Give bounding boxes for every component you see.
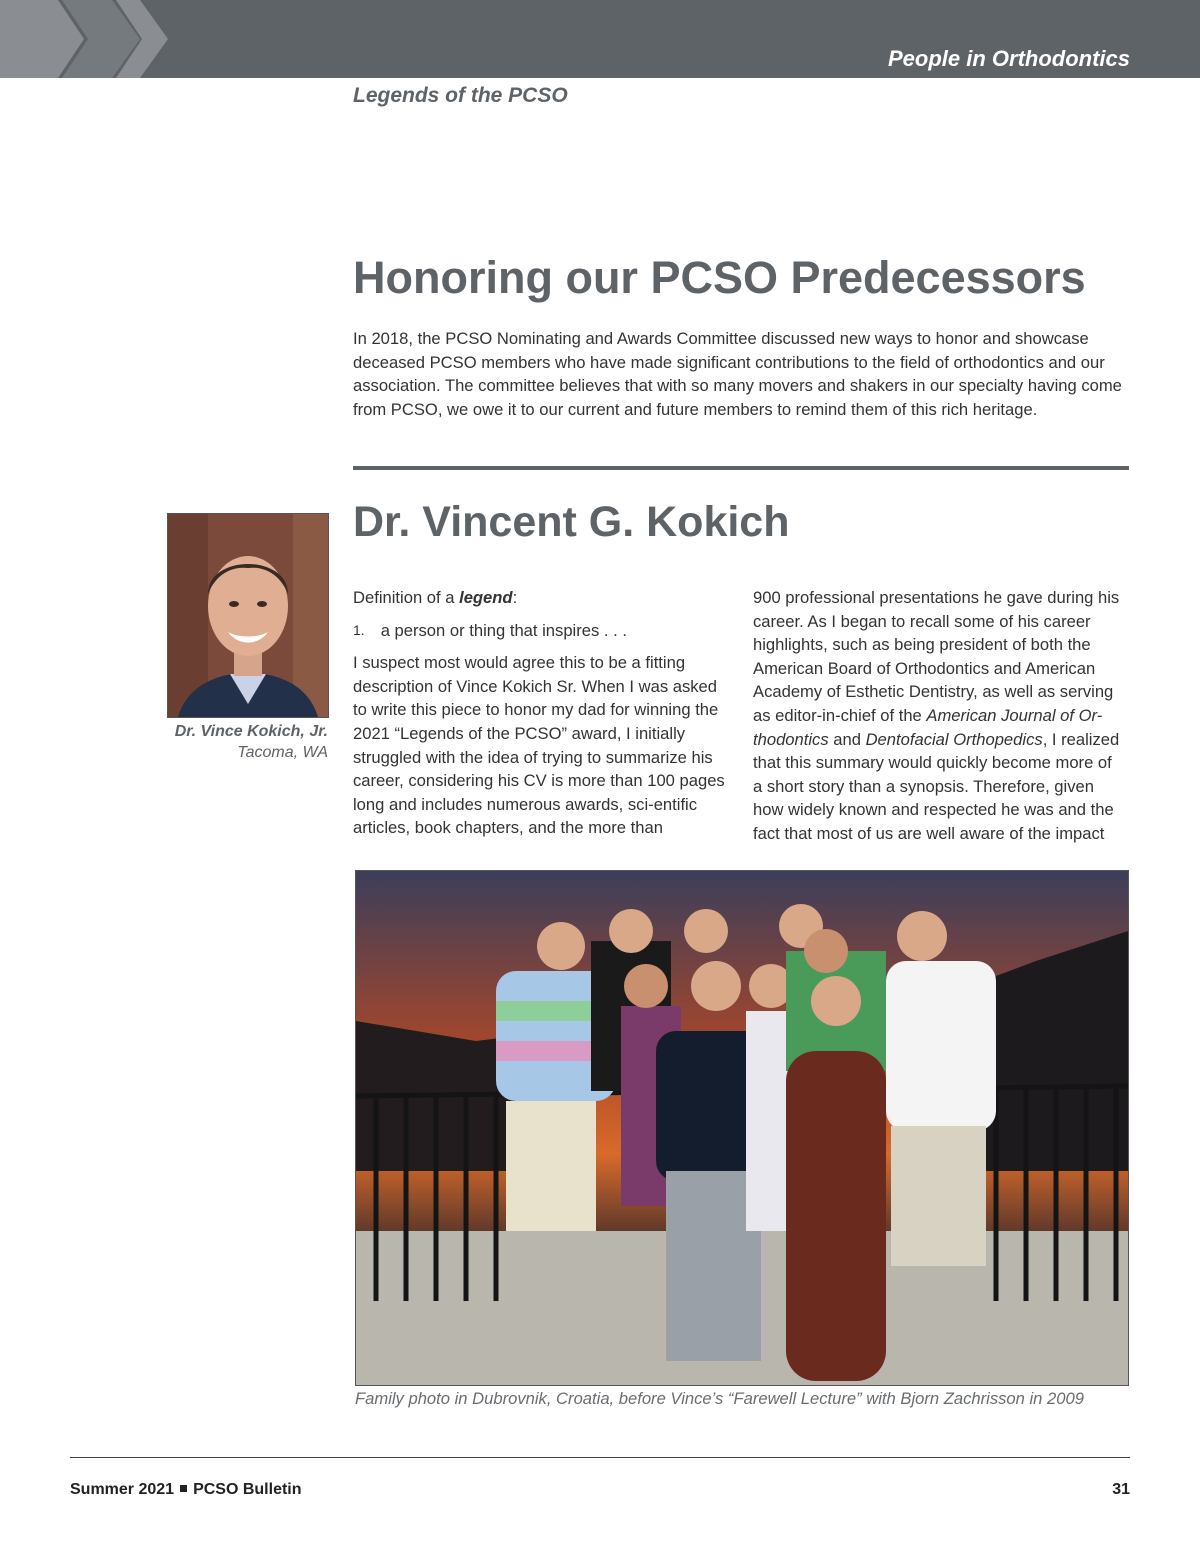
footer-publication: PCSO Bulletin — [193, 1481, 302, 1498]
square-bullet-icon — [180, 1485, 187, 1492]
section-label: People in Orthodontics — [887, 46, 1130, 71]
column-2-paragraph — [753, 586, 1125, 846]
author-portrait — [167, 513, 329, 718]
article-intro: In 2018, the PCSO Nominating and Awards Committee discussed new ways to honor and showcase deceased PCSO members who have made significant contributions to the field of orthodontics and our association. The committee believes that with so many movers and shakers in our specialty having come from PCSO, we owe it to our current and future members to remind them of this rich heritage. — [353, 329, 1122, 419]
column-1-paragraph: I suspect most would agree this to be a fitting description of Vince Kokich Sr. When I was asked to write this piece to honor my dad for winning the 2021 “Legends of the PCSO” award, I initially struggled with the idea of trying to summarize his career, considering his CV is more than 100 pages long and includes numerous awards, sci-entific articles, book chapters, and the more than — [353, 653, 725, 838]
definition-suffix: : — [512, 588, 518, 607]
header-bar — [0, 0, 1200, 78]
photo-caption: Family photo in Dubrovnik, Croatia, before Vince’s “Farewell Lecture” with Bjorn Zachrisson in 2009 — [355, 1389, 1084, 1408]
column-2-text-a: 900 professional presentations he gave during his career. As I began to recall some of his career highlights, such as being president of both the American Board of Orthodontics and American Academy of Esthetic Dentistry, as well as serving as editor-in-chief of the — [753, 588, 1120, 725]
list-text: a person or thing that inspires . . . — [380, 620, 627, 640]
footer-divider — [70, 1457, 1130, 1458]
column-2-text-b: , I realized that this summary would quickly become more of a short story than a synopsis. Therefore, given how widely known and respected he was and the fact that most of us are well aware of the impact — [753, 729, 1120, 843]
definition-line — [353, 586, 725, 610]
footer-issue — [70, 1481, 302, 1499]
definition-prefix: Definition of a — [353, 588, 460, 607]
page-number: 31 — [1112, 1481, 1130, 1498]
column-2-text-and: and — [828, 729, 866, 749]
article-column-1 — [353, 586, 725, 849]
article-title: Honoring our PCSO Predecessors — [353, 252, 1086, 303]
list-item — [353, 619, 725, 643]
journal-title-1: American Journal of Or-thodontics — [753, 705, 1103, 749]
author-name: Dr. Vince Kokich, Jr. — [174, 723, 328, 740]
feature-title: Dr. Vincent G. Kokich — [353, 498, 790, 546]
chevron-decoration-icon — [0, 0, 200, 78]
list-number: 1. — [353, 621, 365, 638]
family-photo — [355, 870, 1129, 1386]
article-column-2 — [753, 586, 1125, 855]
definition-term: legend — [459, 588, 513, 607]
author-location: Tacoma, WA — [237, 744, 328, 761]
subsection-label: Legends of the PCSO — [353, 84, 568, 107]
journal-title-2: Dentofacial Orthopedics — [865, 729, 1043, 749]
footer-issue-date: Summer 2021 — [70, 1481, 175, 1498]
section-divider — [353, 466, 1129, 470]
